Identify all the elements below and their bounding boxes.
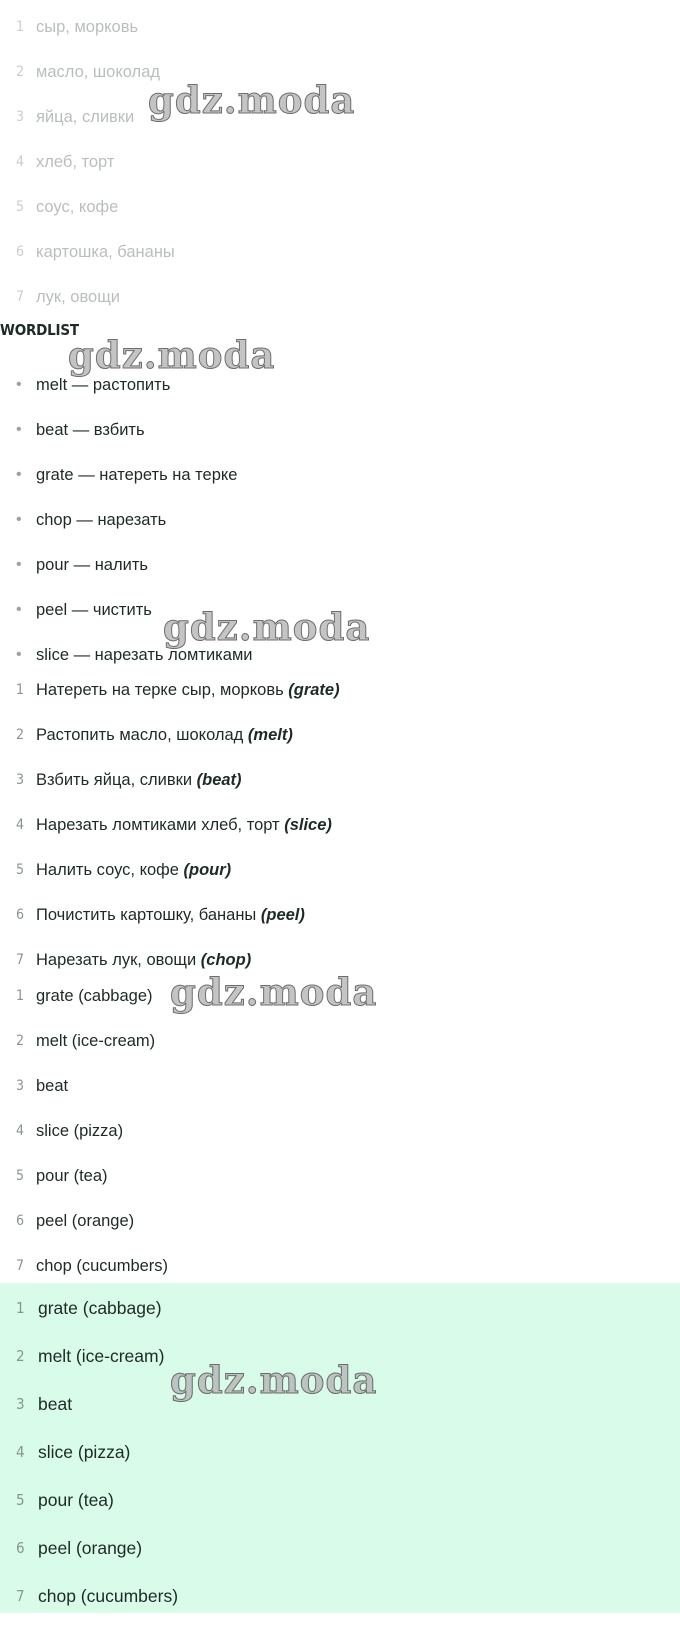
item-number: 7 <box>16 1587 25 1605</box>
item-text: slice — нарезать ломтиками <box>36 645 253 664</box>
item-number: 5 <box>16 1491 25 1509</box>
phrase-text: Почистить картошку, бананы <box>36 905 261 924</box>
item-number: 3 <box>16 772 25 788</box>
item-text: pour (tea) <box>38 1489 114 1510</box>
phrase-hint: (beat) <box>196 770 242 789</box>
phrase-hint: (pour) <box>183 860 232 879</box>
item-number: 6 <box>16 907 25 923</box>
list-item <box>0 413 145 447</box>
list-item <box>0 1204 134 1238</box>
item-number: 1 <box>16 682 25 698</box>
watermark: gdz.moda <box>170 1358 378 1402</box>
item-number: 5 <box>16 862 25 878</box>
item-number: 4 <box>16 817 25 833</box>
item-number: 3 <box>16 1078 25 1094</box>
item-number: 3 <box>16 109 25 125</box>
list-item <box>0 718 293 752</box>
item-text <box>36 771 242 790</box>
item-number: 6 <box>16 244 25 260</box>
item-number: 6 <box>16 1539 25 1557</box>
item-text: beat <box>38 1393 73 1414</box>
item-text: peel (orange) <box>36 1211 135 1230</box>
item-number: 4 <box>16 1123 25 1139</box>
item-text: соус, кофе <box>36 197 119 216</box>
item-text: slice (pizza) <box>36 1121 124 1140</box>
item-number: 4 <box>16 154 25 170</box>
item-number: 1 <box>16 19 25 35</box>
watermark: gdz.moda <box>148 78 356 122</box>
list-item <box>0 235 175 269</box>
list-item <box>0 145 114 179</box>
item-text: картошка, бананы <box>36 242 175 261</box>
list-item <box>0 503 166 537</box>
list-item <box>0 593 152 627</box>
item-text: масло, шоколад <box>36 62 160 81</box>
phrase-hint: (peel) <box>260 905 305 924</box>
item-number: 3 <box>16 1395 25 1413</box>
bullet-icon: • <box>16 376 22 393</box>
item-text: pour — налить <box>36 555 148 574</box>
item-text: peel (orange) <box>38 1537 143 1558</box>
item-number: 1 <box>16 1299 25 1317</box>
item-number: 2 <box>16 1347 25 1365</box>
phrase-text: Растопить масло, шоколад <box>36 725 248 744</box>
list-item <box>0 853 231 887</box>
item-text: beat — взбить <box>36 420 145 439</box>
list-item <box>0 368 170 402</box>
list-item <box>0 548 148 582</box>
item-text: chop — нарезать <box>36 510 167 529</box>
list-item <box>0 280 120 314</box>
list-item <box>0 1384 72 1424</box>
item-text <box>36 816 332 835</box>
item-number: 4 <box>16 1443 25 1461</box>
item-text: лук, овощи <box>36 287 120 306</box>
list-item <box>0 979 153 1013</box>
list-item <box>0 898 305 932</box>
phrase-hint: (grate) <box>288 680 340 699</box>
phrase-text: Налить соус, кофе <box>36 860 184 879</box>
list-item <box>0 1528 142 1568</box>
item-number: 5 <box>16 1168 25 1184</box>
item-text: grate — натереть на терке <box>36 465 238 484</box>
list-item <box>0 638 253 672</box>
list-item <box>0 763 242 797</box>
list-item <box>0 458 237 492</box>
bullet-icon: • <box>16 421 22 438</box>
item-text: chop (cucumbers) <box>38 1585 179 1606</box>
phrase-text: Нарезать ломтиками хлеб, торт <box>36 815 285 834</box>
list-item <box>0 10 138 44</box>
list-item <box>0 1480 114 1520</box>
phrase-text: Нарезать лук, овощи <box>36 950 201 969</box>
item-text <box>36 861 231 880</box>
bullet-icon: • <box>16 466 22 483</box>
item-text: slice (pizza) <box>38 1441 131 1462</box>
watermark: gdz.moda <box>68 333 276 377</box>
list-item <box>0 1114 123 1148</box>
item-text: grate (cabbage) <box>38 1297 162 1318</box>
item-text: яйца, сливки <box>36 107 135 126</box>
item-text <box>36 726 293 745</box>
list-item <box>0 1159 108 1193</box>
phrase-hint: (chop) <box>200 950 252 969</box>
item-text: melt (ice-cream) <box>36 1031 156 1050</box>
item-number: 7 <box>16 952 25 968</box>
item-text: сыр, морковь <box>36 17 139 36</box>
item-text <box>36 681 340 700</box>
item-number: 2 <box>16 727 25 743</box>
item-text: beat <box>36 1076 69 1095</box>
item-number: 6 <box>16 1213 25 1229</box>
list-item <box>0 1069 68 1103</box>
list-item <box>0 1024 155 1058</box>
item-text: pour (tea) <box>36 1166 108 1185</box>
item-number: 5 <box>16 199 25 215</box>
item-number: 7 <box>16 1258 25 1274</box>
list-item <box>0 100 134 134</box>
item-text: peel — чистить <box>36 600 152 619</box>
item-text <box>36 951 251 970</box>
list-item <box>0 190 118 224</box>
answer-highlight-block <box>0 1283 680 1613</box>
item-text <box>36 906 305 925</box>
item-text: melt — растопить <box>36 375 171 394</box>
list-item <box>0 1336 164 1376</box>
item-number: 2 <box>16 1033 25 1049</box>
phrase-text: Взбить яйца, сливки <box>36 770 197 789</box>
bullet-icon: • <box>16 646 22 663</box>
item-text: melt (ice-cream) <box>38 1345 165 1366</box>
item-text: chop (cucumbers) <box>36 1256 169 1275</box>
item-number: 2 <box>16 64 25 80</box>
item-number: 7 <box>16 289 25 305</box>
list-item <box>0 55 160 89</box>
list-item <box>0 1249 168 1283</box>
watermark: gdz.moda <box>163 605 371 649</box>
list-item <box>0 1576 178 1616</box>
phrase-text: Натереть на терке сыр, морковь <box>36 680 289 699</box>
bullet-icon: • <box>16 556 22 573</box>
list-item <box>0 1432 130 1472</box>
list-item <box>0 808 332 842</box>
list-item <box>0 1288 162 1328</box>
item-text: grate (cabbage) <box>36 986 153 1005</box>
item-text: хлеб, торт <box>36 152 115 171</box>
phrase-hint: (melt) <box>247 725 293 744</box>
bullet-icon: • <box>16 511 22 528</box>
list-item <box>0 673 340 707</box>
wordlist-heading: WORDLIST <box>0 321 79 339</box>
item-number: 1 <box>16 988 25 1004</box>
bullet-icon: • <box>16 601 22 618</box>
watermark: gdz.moda <box>170 970 378 1014</box>
phrase-hint: (slice) <box>284 815 332 834</box>
list-item <box>0 943 251 977</box>
